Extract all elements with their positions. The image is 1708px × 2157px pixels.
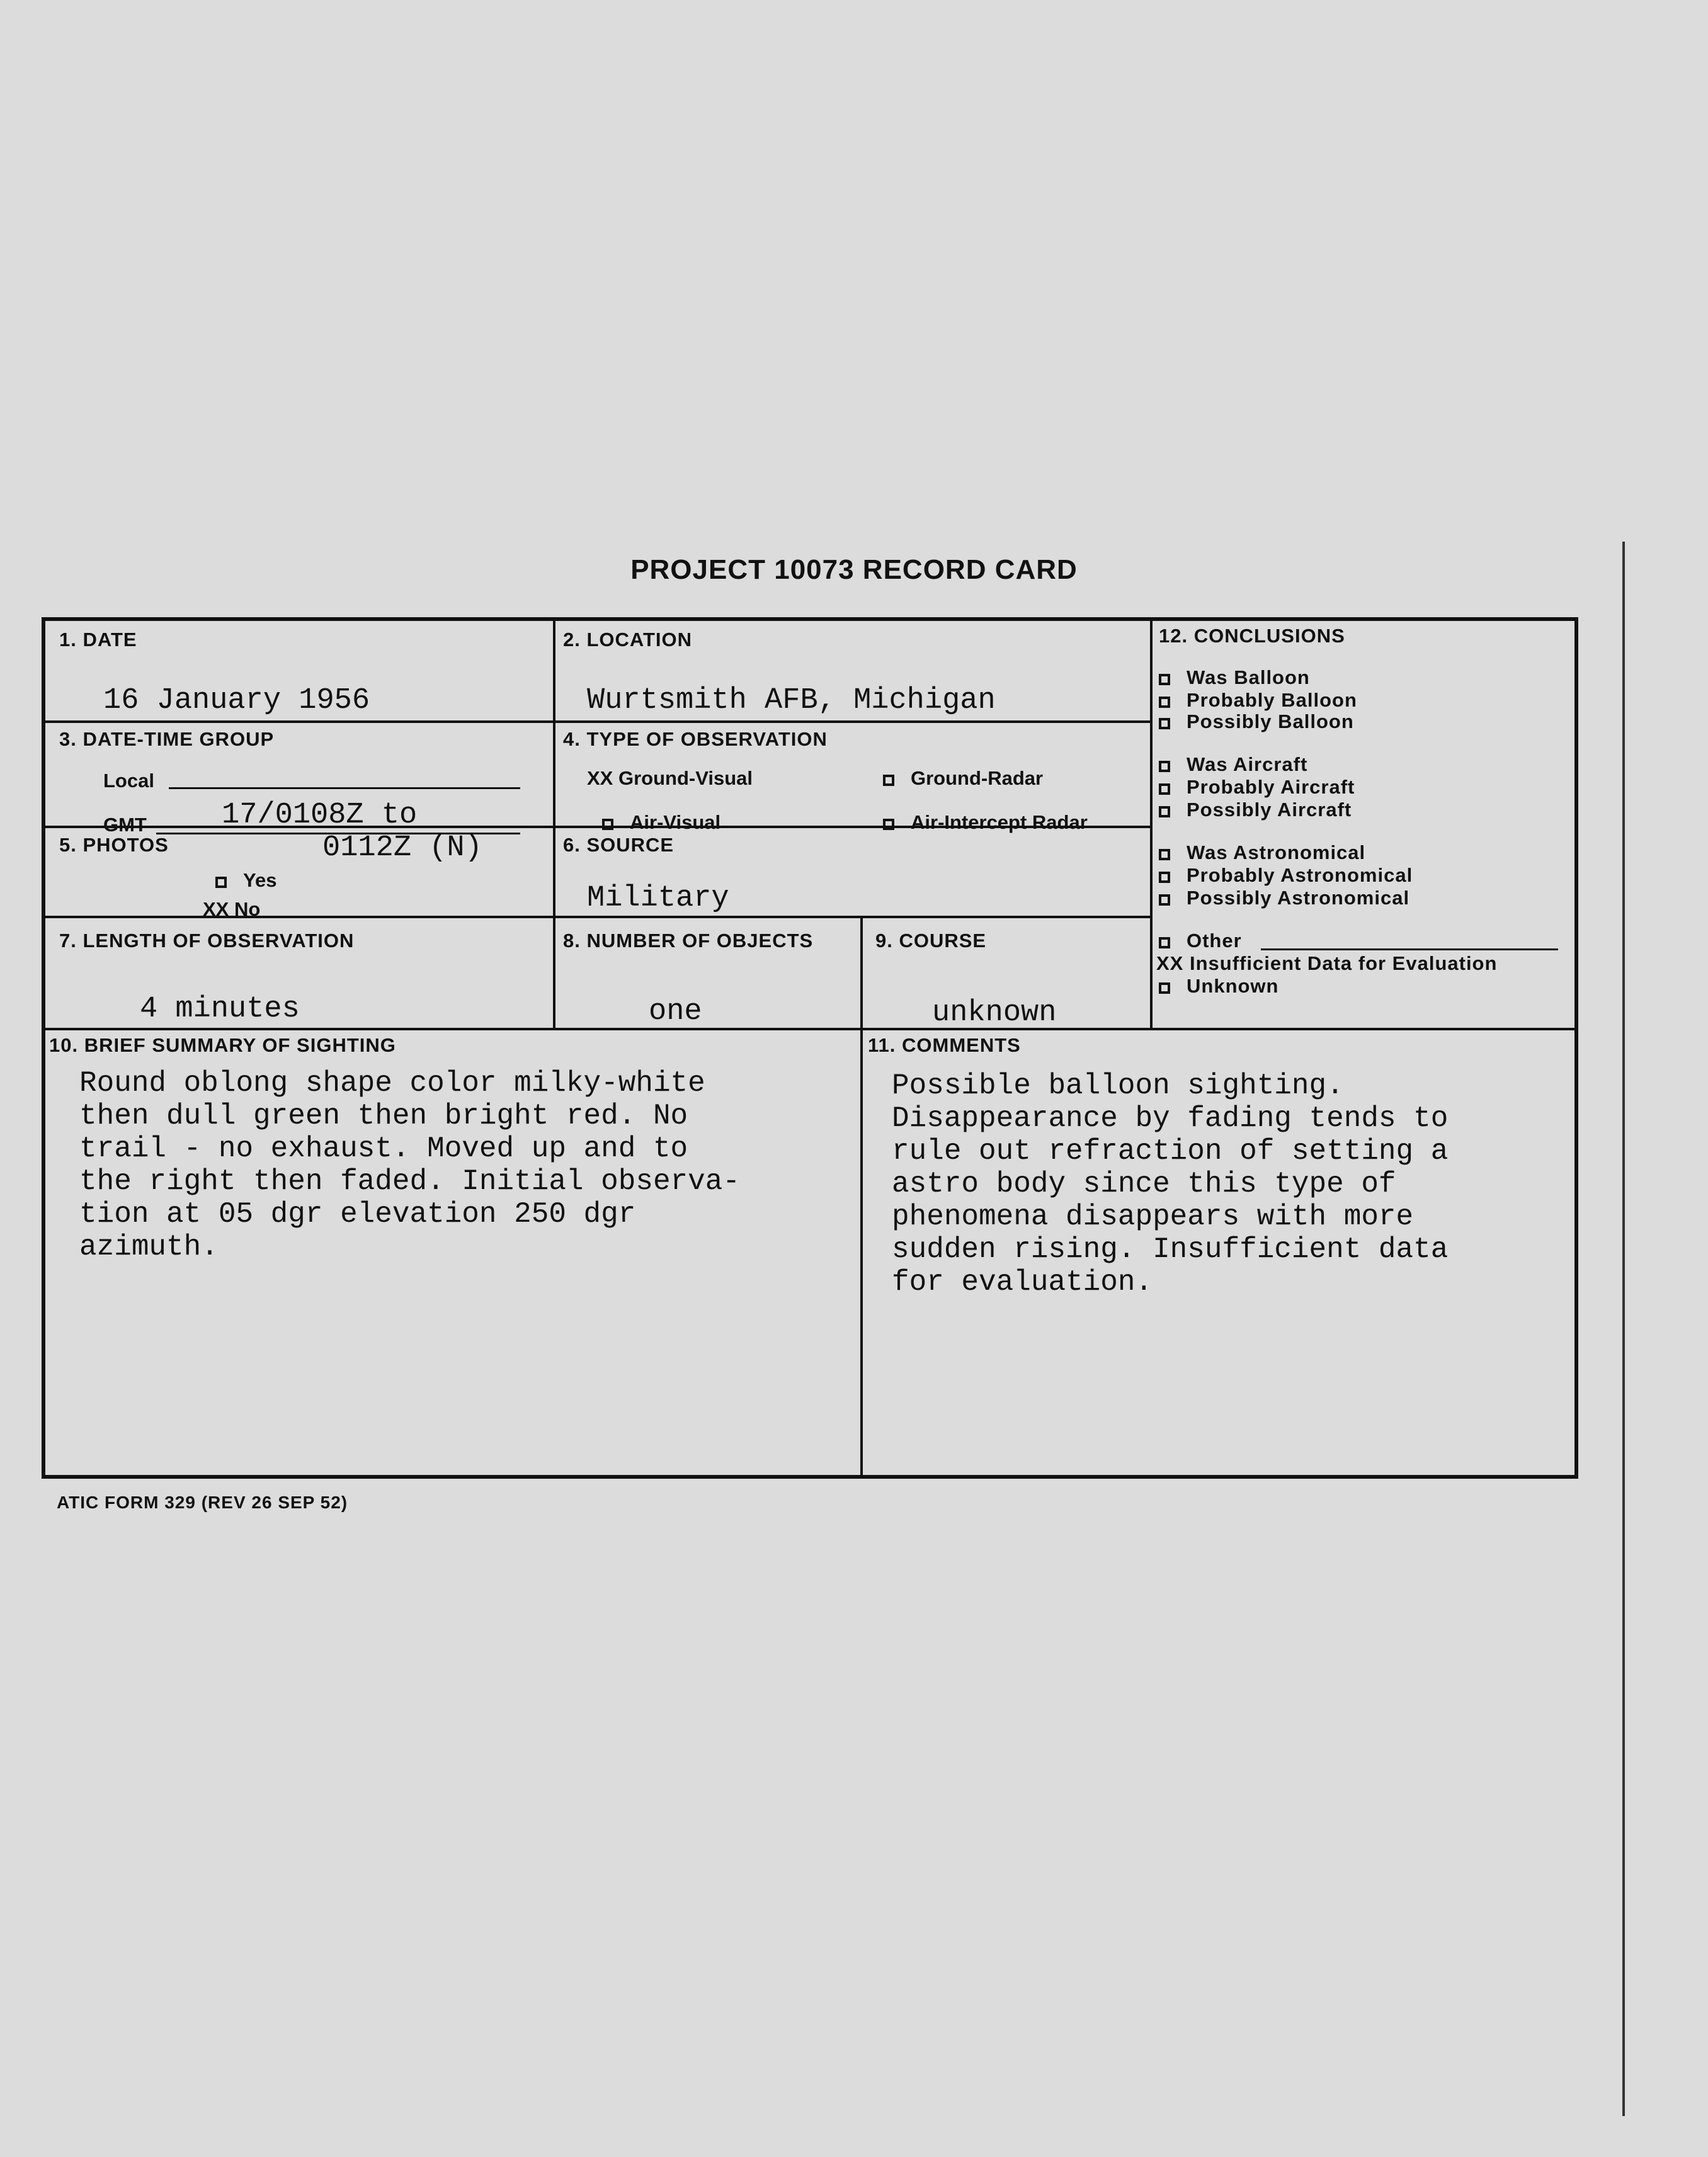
conclusion-was-astronomical: [1159, 841, 1365, 864]
date-value: 16 January 1956: [103, 684, 370, 717]
num-objects-value: one: [649, 995, 702, 1028]
air-intercept-radar-text: Air-Intercept Radar: [911, 811, 1088, 833]
probably-aircraft-checkbox: [1159, 783, 1170, 795]
gmt-label: GMT: [103, 814, 147, 836]
was-balloon-checkbox: [1159, 674, 1170, 685]
rule-course-comments: [860, 916, 863, 1479]
conclusion-probably-aircraft: [1159, 776, 1355, 799]
photos-label: 5. PHOTOS: [59, 834, 169, 856]
summary-text: [79, 1067, 740, 1263]
probably-balloon-text: Probably Balloon: [1187, 689, 1357, 711]
photos-yes-checkbox: [215, 877, 227, 888]
unknown-text: Unknown: [1187, 975, 1279, 997]
possibly-aircraft-text: Possibly Aircraft: [1187, 799, 1352, 821]
course-value: unknown: [932, 996, 1057, 1030]
summary-line: trail - no exhaust. Moved up and to: [79, 1132, 688, 1165]
insufficient-mark: XX: [1156, 952, 1184, 974]
conclusion-unknown: [1159, 975, 1279, 998]
record-card: [42, 617, 1578, 1479]
conclusion-possibly-astronomical: [1159, 887, 1409, 909]
comments-line: rule out refraction of setting a: [892, 1135, 1449, 1168]
location-label: 2. LOCATION: [563, 629, 693, 651]
insufficient-text: Insufficient Data for Evaluation: [1189, 952, 1498, 974]
observation-type-label: 4. TYPE OF OBSERVATION: [563, 728, 828, 750]
conclusion-probably-balloon: [1159, 689, 1357, 712]
possibly-balloon-checkbox: [1159, 718, 1170, 729]
probably-aircraft-text: Probably Aircraft: [1187, 776, 1355, 798]
photos-no-mark: XX: [203, 898, 229, 920]
probably-astronomical-checkbox: [1159, 872, 1170, 883]
comments-line: phenomena disappears with more: [892, 1200, 1414, 1233]
ground-radar-text: Ground-Radar: [911, 767, 1044, 789]
num-objects-label: 8. NUMBER OF OBJECTS: [563, 930, 814, 952]
was-aircraft-text: Was Aircraft: [1187, 753, 1308, 775]
ground-visual-mark: XX: [587, 767, 613, 789]
rule-col1: [553, 621, 555, 1028]
ground-visual-option: [587, 767, 753, 790]
summary-line: tion at 05 dgr elevation 250 dgr: [79, 1198, 636, 1231]
conclusion-was-aircraft: [1159, 753, 1307, 776]
was-aircraft-checkbox: [1159, 761, 1170, 772]
local-label: Local: [103, 770, 154, 792]
comments-line: for evaluation.: [892, 1266, 1153, 1299]
ground-radar-checkbox: [883, 775, 894, 786]
local-blank: [169, 787, 520, 789]
other-blank: [1261, 948, 1558, 950]
comments-line: sudden rising. Insufficient data: [892, 1233, 1449, 1266]
summary-line: Round oblong shape color milky-white: [79, 1067, 705, 1100]
comments-label: 11. COMMENTS: [868, 1034, 1021, 1056]
ground-visual-text: Ground-Visual: [618, 767, 753, 789]
conclusion-possibly-balloon: [1159, 710, 1354, 733]
probably-astronomical-text: Probably Astronomical: [1187, 864, 1413, 886]
summary-line: then dull green then bright red. No: [79, 1100, 688, 1132]
was-balloon-text: Was Balloon: [1187, 666, 1310, 688]
photos-yes-option: [215, 869, 276, 892]
summary-line: azimuth.: [79, 1231, 219, 1263]
source-label: 6. SOURCE: [563, 834, 675, 856]
length-label: 7. LENGTH OF OBSERVATION: [59, 930, 355, 952]
possibly-balloon-text: Possibly Balloon: [1187, 710, 1354, 732]
gmt-value-continued: 0112Z (N): [322, 831, 482, 865]
rule-summary-top: [45, 1028, 1578, 1030]
other-text: Other: [1187, 930, 1242, 952]
conclusion-possibly-aircraft: [1159, 799, 1352, 821]
ground-radar-option: [883, 767, 1043, 790]
date-label: 1. DATE: [59, 629, 137, 651]
air-intercept-radar-option: [883, 811, 1088, 834]
form-footer: ATIC FORM 329 (REV 26 SEP 52): [57, 1493, 348, 1512]
source-value: Military: [587, 882, 729, 915]
air-intercept-radar-checkbox: [883, 819, 894, 830]
comments-text: [892, 1069, 1448, 1299]
dtg-label: 3. DATE-TIME GROUP: [59, 728, 275, 750]
page-edge-line: [1622, 542, 1625, 2116]
was-astronomical-checkbox: [1159, 849, 1170, 860]
probably-balloon-checkbox: [1159, 697, 1170, 708]
unknown-checkbox: [1159, 982, 1170, 994]
conclusions-label: 12. CONCLUSIONS: [1159, 625, 1345, 647]
location-value: Wurtsmith AFB, Michigan: [587, 684, 996, 717]
comments-line: Possible balloon sighting.: [892, 1069, 1344, 1102]
card-title: PROJECT 10073 RECORD CARD: [630, 554, 1078, 585]
length-value: 4 minutes: [140, 993, 300, 1026]
photos-yes-text: Yes: [243, 869, 277, 891]
conclusion-probably-astronomical: [1159, 864, 1413, 887]
rule-col2: [1150, 621, 1153, 1028]
conclusion-other: [1159, 930, 1242, 952]
rule-date-bottom: [45, 720, 1150, 723]
comments-line: astro body since this type of: [892, 1168, 1396, 1200]
summary-line: the right then faded. Initial observa-: [79, 1165, 740, 1198]
gmt-value: 17/0108Z to: [222, 799, 418, 832]
photos-no-option: [203, 898, 260, 921]
conclusion-was-balloon: [1159, 666, 1310, 689]
photos-no-text: No: [234, 898, 261, 920]
possibly-aircraft-checkbox: [1159, 806, 1170, 817]
air-visual-text: Air-Visual: [630, 811, 721, 833]
was-astronomical-text: Was Astronomical: [1187, 841, 1366, 863]
possibly-astronomical-text: Possibly Astronomical: [1187, 887, 1410, 909]
summary-label: 10. BRIEF SUMMARY OF SIGHTING: [49, 1034, 396, 1056]
air-visual-row: [602, 811, 720, 834]
air-visual-checkbox: [602, 819, 613, 830]
conclusion-insufficient-data: [1156, 952, 1497, 975]
comments-line: Disappearance by fading tends to: [892, 1102, 1449, 1135]
course-label: 9. COURSE: [875, 930, 987, 952]
other-checkbox: [1159, 937, 1170, 948]
possibly-astronomical-checkbox: [1159, 894, 1170, 906]
